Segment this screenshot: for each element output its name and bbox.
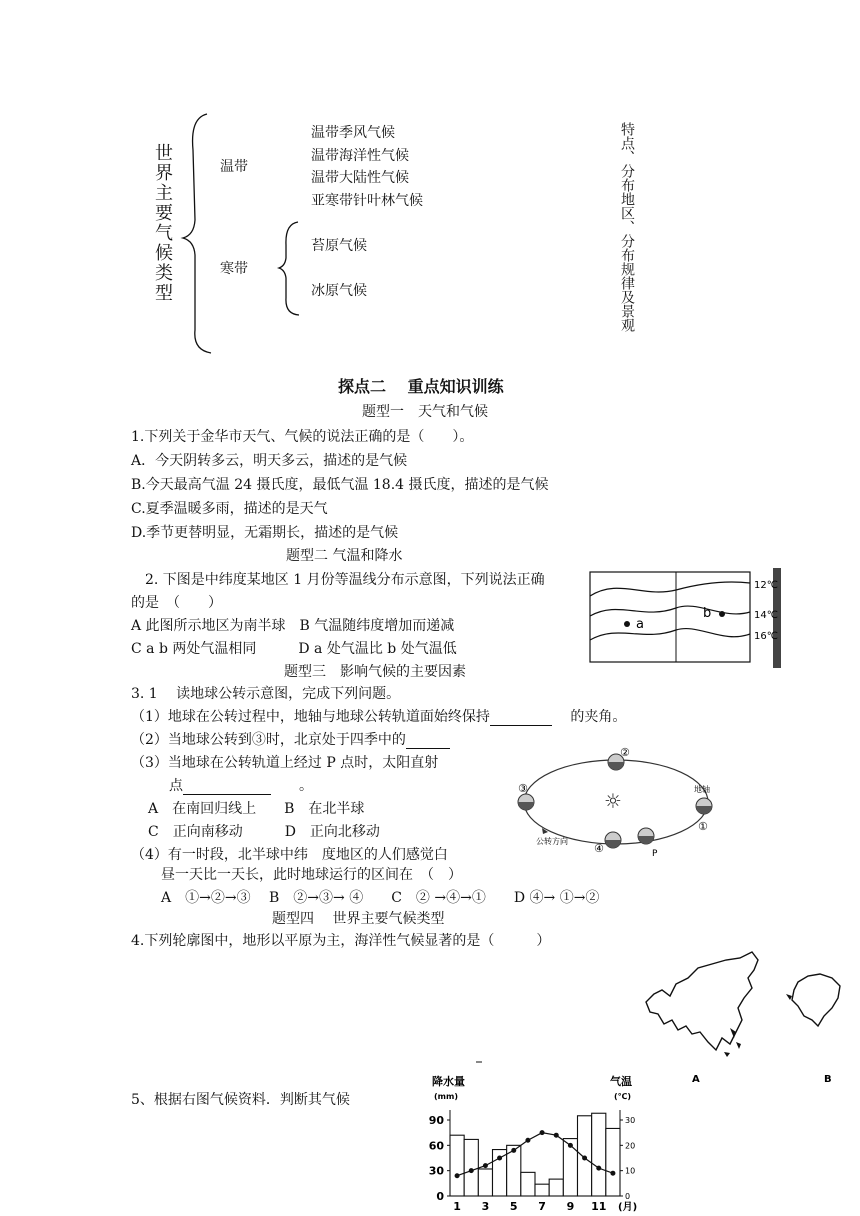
svg-text:④: ④: [594, 842, 604, 855]
q2-stem-line2: 的是 （ ）: [131, 595, 222, 611]
q5-stem: 5、根据右图气候资料．判断其气候: [131, 1092, 350, 1108]
type-heading-2: 题型二 气温和降水: [286, 548, 403, 564]
point-a-label: a: [636, 617, 644, 632]
earth-position-p: [638, 828, 658, 859]
q3-part1-tail: 的夹角。: [570, 709, 627, 725]
q3-part2-text: （2）当地球公转到③时，北京处于四季中的: [131, 732, 406, 748]
y2-axis-unit: (℃): [614, 1092, 631, 1101]
svg-text:P: P: [652, 849, 658, 859]
type-heading-1: 题型一 天气和气候: [362, 404, 488, 420]
temperature-point: [610, 1171, 615, 1176]
q3-part1-blank[interactable]: [490, 711, 552, 726]
temperature-point: [596, 1166, 601, 1171]
q1-option-a: A．今天阴转多云，明天多云，描述的是气候: [131, 453, 408, 469]
isotherm-16: [590, 629, 750, 640]
y-tick-label: 30: [428, 1164, 444, 1178]
svg-text:地轴: 地轴: [694, 785, 710, 794]
temperature-point: [455, 1173, 460, 1178]
y2-tick-label: 10: [625, 1166, 636, 1176]
q3-part3-line1: （3）当地球在公转轨道上经过 P 点时，太阳直射: [131, 755, 439, 771]
q3-part4-line1: （4）有一时段，北半球中纬 度地区的人们感觉白: [131, 847, 448, 863]
x-tick-label: 1: [453, 1200, 461, 1213]
map-a-eurasia: [646, 952, 758, 1050]
orbit-direction-label: 公转方向: [536, 837, 568, 846]
q2-options-ab: A 此图所示地区为南半球 B 气温随纬度增加而递减: [131, 618, 455, 634]
type-heading-3: 题型三 影响气候的主要因素: [284, 664, 466, 680]
y2-tick-label: 20: [625, 1141, 636, 1151]
y2-tick-label: 0: [625, 1192, 631, 1201]
point-a: [624, 621, 630, 627]
x-tick-label: 7: [538, 1200, 546, 1213]
precip-bar: [450, 1135, 464, 1196]
isotherm-14: [590, 606, 750, 616]
q3-part4-options: A ①→②→③ B ②→③→ ④ C ② →④→① D ④→ ①→②: [161, 890, 600, 906]
q3-part3-line2: [169, 777, 313, 795]
earth-position-4: [594, 832, 621, 855]
q1-option-c: C.夏季温暖多雨，描述的是天气: [131, 501, 328, 517]
outline-side-note: 特点、分布地区、分布规律及景观: [619, 122, 635, 332]
map-b-antarctica: [792, 974, 840, 1026]
q3-part3-options-cd: C 正向南移动 D 正向北移动: [148, 824, 380, 840]
precip-bar: [478, 1169, 492, 1196]
x-tick-label: 11: [591, 1200, 607, 1213]
temperature-point: [469, 1168, 474, 1173]
earth-position-3: [518, 782, 534, 810]
y-tick-label: 0: [436, 1190, 444, 1203]
earth-orbit-figure: [508, 740, 724, 864]
y-axis-title: 降水量: [432, 1075, 465, 1088]
big-brace: [183, 114, 211, 353]
cold-item: 冰原气候: [311, 283, 367, 299]
sun-icon: ☼: [604, 789, 622, 813]
q3-part3-end: 。: [299, 778, 313, 794]
type-heading-4: 题型四 世界主要气候类型: [272, 911, 445, 927]
q3-part2: [131, 731, 450, 749]
precip-bar: [464, 1139, 478, 1196]
map-label-a: A: [692, 1074, 700, 1085]
isotherm-label-16: 16℃: [754, 631, 778, 642]
cold-item: 苔原气候: [311, 238, 367, 254]
q3-part4-line2: 昼一天比一天长，此时地球运行的区间在 （ ）: [161, 867, 462, 883]
point-b-label: b: [703, 606, 712, 621]
temperature-point: [540, 1130, 545, 1135]
x-tick-label: 3: [481, 1200, 490, 1213]
temperature-point: [483, 1163, 488, 1168]
isotherm-12: [590, 582, 750, 596]
x-tick-label: 5: [509, 1200, 518, 1213]
x-tick-label: 9: [566, 1200, 575, 1213]
temperate-label: 温带: [220, 159, 248, 175]
cold-brace: [279, 222, 299, 315]
y-axis-unit: (mm): [434, 1092, 458, 1101]
svg-text:②: ②: [620, 746, 630, 759]
y-tick-label: 60: [428, 1139, 444, 1153]
isotherm-figure: [588, 568, 784, 668]
temperature-point: [511, 1148, 516, 1153]
cold-label: 寒带: [220, 261, 248, 277]
svg-text:①: ①: [698, 820, 708, 833]
q2-stem-line1: 2. 下图是中纬度某地区 1 月份等温线分布示意图，下列说法正确: [145, 572, 545, 588]
continent-outlines: [640, 950, 850, 1090]
earth-position-1: [694, 784, 712, 833]
q3-part1: [131, 708, 626, 726]
svg-text:③: ③: [518, 782, 528, 795]
q3-part3-blank[interactable]: [183, 780, 271, 795]
q3-part2-blank[interactable]: [406, 734, 450, 749]
q1-option-b: B.今天最高气温 24 摄氏度，最低气温 18.4 摄氏度，描述的是气候: [131, 477, 549, 493]
temperate-item: 亚寒带针叶林气候: [311, 193, 423, 209]
outline-root: 世界主要气候类型: [152, 143, 173, 303]
y2-axis-title: 气温: [610, 1075, 632, 1088]
precip-bar: [521, 1172, 535, 1196]
temperature-point: [497, 1156, 502, 1161]
q1-option-d: D.季节更替明显，无霜期长，描述的是气候: [131, 525, 399, 541]
q1-stem: 1.下列关于金华市天气、气候的说法正确的是（ ）。: [131, 429, 474, 445]
map-label-b: B: [824, 1074, 832, 1085]
temperate-item: 温带季风气候: [311, 125, 395, 141]
earth-position-2: [608, 746, 630, 770]
temperate-item: 温带海洋性气候: [311, 148, 409, 164]
precip-bar: [535, 1184, 549, 1196]
section-title: 探点二 重点知识训练: [338, 377, 504, 396]
x-axis-unit: (月): [618, 1202, 638, 1213]
temperature-point: [568, 1143, 573, 1148]
isotherm-label-12: 12℃: [754, 580, 778, 591]
q3-stem: 3. 1 读地球公转示意图，完成下列问题。: [131, 686, 401, 702]
precip-bar: [549, 1179, 563, 1196]
temperature-point: [582, 1156, 587, 1161]
point-b: [719, 611, 725, 617]
precip-bar: [606, 1128, 620, 1196]
q3-part3-text: 点: [169, 778, 183, 794]
temperate-item: 温带大陆性气候: [311, 170, 409, 186]
y2-tick-label: 30: [625, 1116, 636, 1125]
precip-bar: [592, 1113, 606, 1196]
q4-stem: 4.下列轮廓图中，地形以平原为主，海洋性气候显著的是（ ）: [131, 933, 551, 949]
q3-part1-text: （1）地球在公转过程中，地轴与地球公转轨道面始终保持: [131, 709, 490, 725]
q3-part3-options-ab: A 在南回归线上 B 在北半球: [148, 801, 365, 817]
temperature-point: [554, 1133, 559, 1138]
q2-options-cd: C a b 两处气温相同 D a 处气温比 b 处气温低: [131, 641, 457, 657]
climate-chart: [420, 1072, 650, 1216]
y-tick-label: 90: [428, 1114, 444, 1127]
temperature-point: [525, 1138, 530, 1143]
isotherm-label-14: 14℃: [754, 610, 778, 621]
